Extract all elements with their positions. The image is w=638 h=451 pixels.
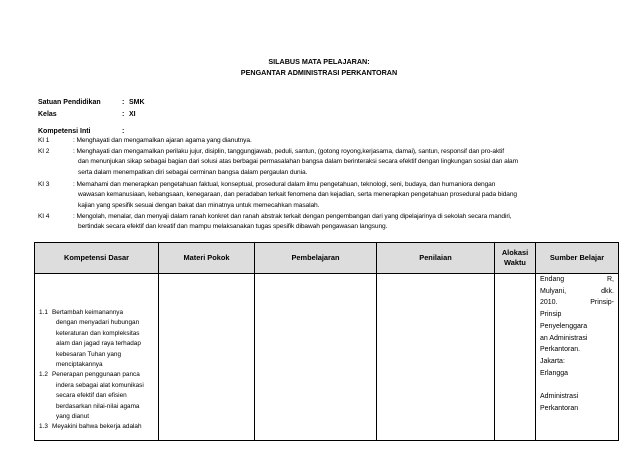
cell-kompetensi-dasar: [35, 274, 159, 441]
sumber-word: Mulyani,: [540, 287, 567, 295]
meta-ki-sep: :: [122, 128, 125, 135]
kd-number: 1.3: [39, 423, 48, 431]
kd-line: [39, 412, 156, 422]
sumber-word: Penyelenggara: [540, 322, 588, 330]
ki-code: KI 2: [38, 148, 50, 155]
ki-line: : Menghayati dan mengamalkan ajaran agama yang dianutnya.: [73, 137, 252, 144]
meta-class-sep: :: [122, 111, 125, 118]
ki-4: [38, 212, 598, 233]
document-title: SILABUS MATA PELAJARAN:: [268, 57, 370, 66]
sumber-word: Prinsip-: [590, 299, 614, 307]
sumber-word: dkk.: [601, 287, 614, 295]
header-kompetensi-dasar: Kompetensi Dasar: [35, 243, 159, 274]
kd-text: menciptakannya: [56, 361, 103, 369]
kd-text: kebesaran Tuhan yang: [56, 350, 122, 358]
meta-ki: [38, 127, 129, 136]
sumber-line: [540, 344, 614, 356]
kd-line: [39, 339, 156, 349]
sumber-line: [540, 391, 614, 403]
sumber-list: [536, 274, 618, 414]
header-materi-pokok: Materi Pokok: [159, 243, 255, 274]
kd-line: [39, 381, 156, 391]
ki-code: KI 3: [38, 181, 50, 188]
sumber-word: an Administrasi: [540, 334, 588, 342]
meta-school-label: Satuan Pendidikan: [38, 99, 101, 106]
kd-line: [39, 318, 156, 328]
ki-1: [38, 136, 598, 146]
ki-line: kajian yang spesifik sesuai dengan bakat dan minatnya untuk memecahkan masalah.: [78, 201, 320, 209]
sumber-word: R,: [607, 276, 614, 283]
meta-class-label: Kelas: [38, 111, 57, 118]
cell-alokasi-waktu: [495, 274, 536, 441]
sumber-word: Perkantoran.: [540, 346, 581, 354]
sumber-line: [540, 333, 614, 345]
cell-pembelajaran: [255, 274, 377, 441]
ki-code: KI 1: [38, 137, 50, 144]
cell-sumber-belajar: [536, 274, 619, 441]
kd-list: [35, 274, 158, 433]
ki-2: [38, 147, 598, 178]
ki-3: [38, 180, 598, 211]
meta-class: [38, 110, 136, 119]
meta-class-value: XI: [129, 111, 136, 118]
sumber-word: Administrasi: [540, 393, 579, 401]
kd-number: 1.1: [39, 309, 48, 316]
document-subtitle: PENGANTAR ADMINISTRASI PERKANTORAN: [240, 68, 398, 77]
kd-number: 1.2: [39, 371, 48, 379]
kd-text: yang dianut: [56, 413, 90, 421]
ki-line: wawasan kemanusiaan, kebangsaan, kenegaraan, dan peradaban terkait fenomena dan kejadian, serta menerapkan pengetahuan prosedural pada bidang: [78, 191, 518, 199]
ki-code: KI 4: [38, 213, 50, 220]
kd-text: Meyakini bahwa bekerja adalah: [52, 423, 142, 431]
kd-line: [39, 422, 156, 432]
kd-text: alam dan jagad raya terhadap: [56, 340, 141, 348]
kd-line: [39, 370, 156, 380]
table-header-row: [35, 243, 619, 274]
kd-text: secara efektif dan efisien: [56, 392, 127, 400]
kd-text: berdasarkan nilai-nilai agama: [56, 402, 140, 410]
sumber-word: Erlangga: [540, 369, 569, 377]
kd-text: Bertambah keimanannya: [52, 309, 124, 316]
sumber-word: Prinsip: [540, 311, 562, 319]
meta-school: [38, 98, 145, 107]
ki-line: : Mengolah, menalar, dan menyaji dalam ranah konkret dan ranah abstrak terkait dengan pengembangan dari yang dipelajarinya di sekolah secara mandiri,: [73, 213, 512, 220]
table-row: [35, 274, 619, 441]
sumber-word: Jakarta:: [540, 357, 565, 365]
kd-text: keteraturan dan kompleksitas: [56, 329, 140, 337]
header-pembelajaran: Pembelajaran: [255, 243, 377, 274]
kd-line: [39, 308, 156, 318]
header-penilaian: Penilaian: [377, 243, 495, 274]
sumber-line: [540, 274, 614, 286]
sumber-line: [540, 403, 614, 415]
sumber-line: [540, 356, 614, 368]
sumber-line: [540, 321, 614, 333]
sumber-line: [540, 379, 614, 391]
cell-materi-pokok: [159, 274, 255, 441]
meta-school-value: SMK: [129, 99, 145, 106]
sumber-word: Endang: [540, 276, 565, 283]
kd-line: [39, 350, 156, 360]
header-sumber-belajar: Sumber Belajar: [536, 243, 619, 274]
kd-text: indera sebagai alat komunikasi: [56, 381, 144, 389]
sumber-line: [540, 286, 614, 298]
ki-line: : Menghayati dan mengamalkan perilaku jujur, disiplin, tanggungjawab, peduli, santun, (gotong royong,kerjasama, damai), santun, responsif dan pro-aktif: [73, 148, 504, 155]
ki-line: : Memahami dan menerapkan pengetahuan faktual, konseptual, prosedural dalam ilmu pengetahuan, teknologi, seni, budaya, dan humaniora dengan: [73, 181, 496, 188]
meta-school-sep: :: [122, 99, 125, 106]
ki-line: bertindak secara efektif dan kreatif dan mampu melaksanakan tugas spesifik dibawah pengawasan langsung.: [78, 223, 388, 231]
sumber-line: [540, 297, 614, 309]
header-alokasi-waktu: Alokasi Waktu: [495, 243, 536, 274]
kd-line: [39, 360, 156, 370]
meta-ki-label: Kompetensi Inti: [38, 128, 91, 135]
ki-line: serta dalam menempatkan diri sebagai cerminan bangsa dalam pergaulan dunia.: [78, 168, 308, 176]
sumber-line: [540, 309, 614, 321]
cell-penilaian: [377, 274, 495, 441]
syllabus-table: [34, 242, 619, 441]
ki-line: dan menunjukan sikap sebagai bagian dari solusi atas berbagai permasalahan bangsa dalam berinteraksi secara efektif dengan lingkungan sosial dan alam: [78, 158, 518, 166]
sumber-line: [540, 368, 614, 380]
kd-line: [39, 329, 156, 339]
kd-text: Penerapan penggunaan panca: [52, 371, 140, 379]
kd-line: [39, 391, 156, 401]
sumber-word: Perkantoran: [540, 404, 579, 412]
kd-line: [39, 402, 156, 412]
kd-text: dengan menyadari hubungan: [56, 319, 140, 327]
sumber-word: 2010.: [540, 299, 558, 307]
